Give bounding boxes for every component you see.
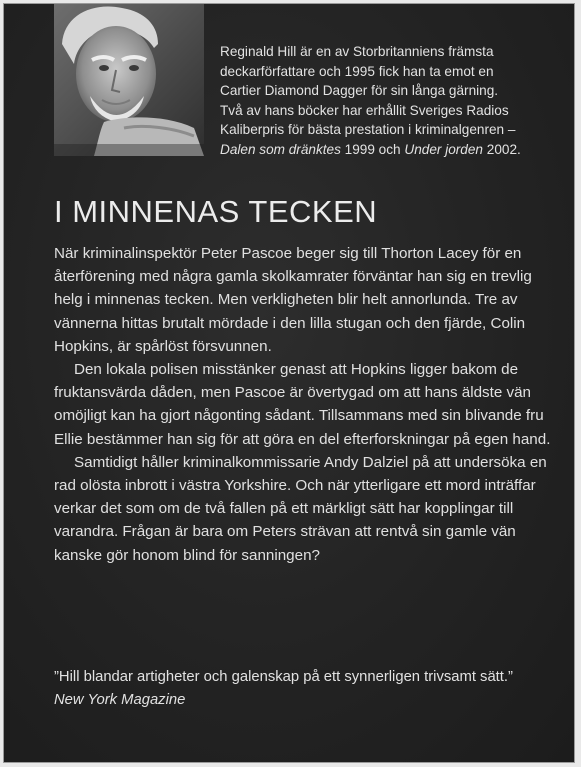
- bio-line: Reginald Hill är en av Storbritanniens främsta: [220, 44, 494, 59]
- synopsis: [54, 242, 559, 567]
- book-title-reference: Dalen som dränktes: [220, 141, 341, 157]
- bio-line: [220, 140, 560, 160]
- book-title-reference: Under jorden: [404, 141, 483, 157]
- bio-line: Cartier Diamond Dagger för sin långa gärning.: [220, 83, 499, 99]
- synopsis-paragraph: Samtidigt håller kriminalkommissarie Andy Dalziel på att undersöka en rad olösta inbrott i västra Yorkshire. Och när ytterligare ett mord inträffar verkar det som om de två fallen på ett märkligt sätt har kopplingar till varandra. Frågan är bara om Peters strävan att rentvå sin gamle vän kanske gör honom blind för sanningen?: [54, 453, 547, 564]
- bio-line: deckarförfattare och 1995 fick han ta emot en: [220, 63, 494, 79]
- synopsis-paragraph: När kriminalinspektör Peter Pascoe beger sig till Thorton Lacey för en återförening med några gamla skolkamrater förväntar han sig en trevlig helg i minnenas tecken. Men verkligheten blir helt annorlunda. Tre av vännerna hittas brutalt mördade i den lilla stugan och den fjärde, Colin Hopkins, är spårlöst försvunnen.: [54, 245, 532, 355]
- bio-line: Kaliberpris för bästa prestation i kriminalgenren –: [220, 122, 516, 138]
- book-back-cover: [3, 3, 575, 763]
- book-title: I MINNENAS TECKEN: [54, 194, 378, 229]
- quote-source: New York Magazine: [54, 691, 186, 708]
- review-quote: [54, 666, 564, 711]
- author-photo: [54, 4, 204, 156]
- synopsis-paragraph: Den lokala polisen misstänker genast att Hopkins ligger bakom de fruktansvärda dåden, men Pascoe är övertygad om att hans äldste vän omöjligt kan ha gjort någonting sådant. Tillsammans med sin blivande fru Ellie bestämmer han sig för att göra en del efterforskningar på egen hand.: [54, 361, 551, 448]
- author-portrait-image: [54, 4, 204, 156]
- quote-text: ”Hill blandar artigheter och galenskap på ett synnerligen trivsamt sätt.”: [54, 669, 513, 685]
- author-bio: [220, 42, 560, 160]
- bio-line: Två av hans böcker har erhållit Sveriges Radios: [220, 102, 509, 118]
- award-year: 2002.: [482, 141, 521, 157]
- award-year: 1999 och: [340, 141, 405, 157]
